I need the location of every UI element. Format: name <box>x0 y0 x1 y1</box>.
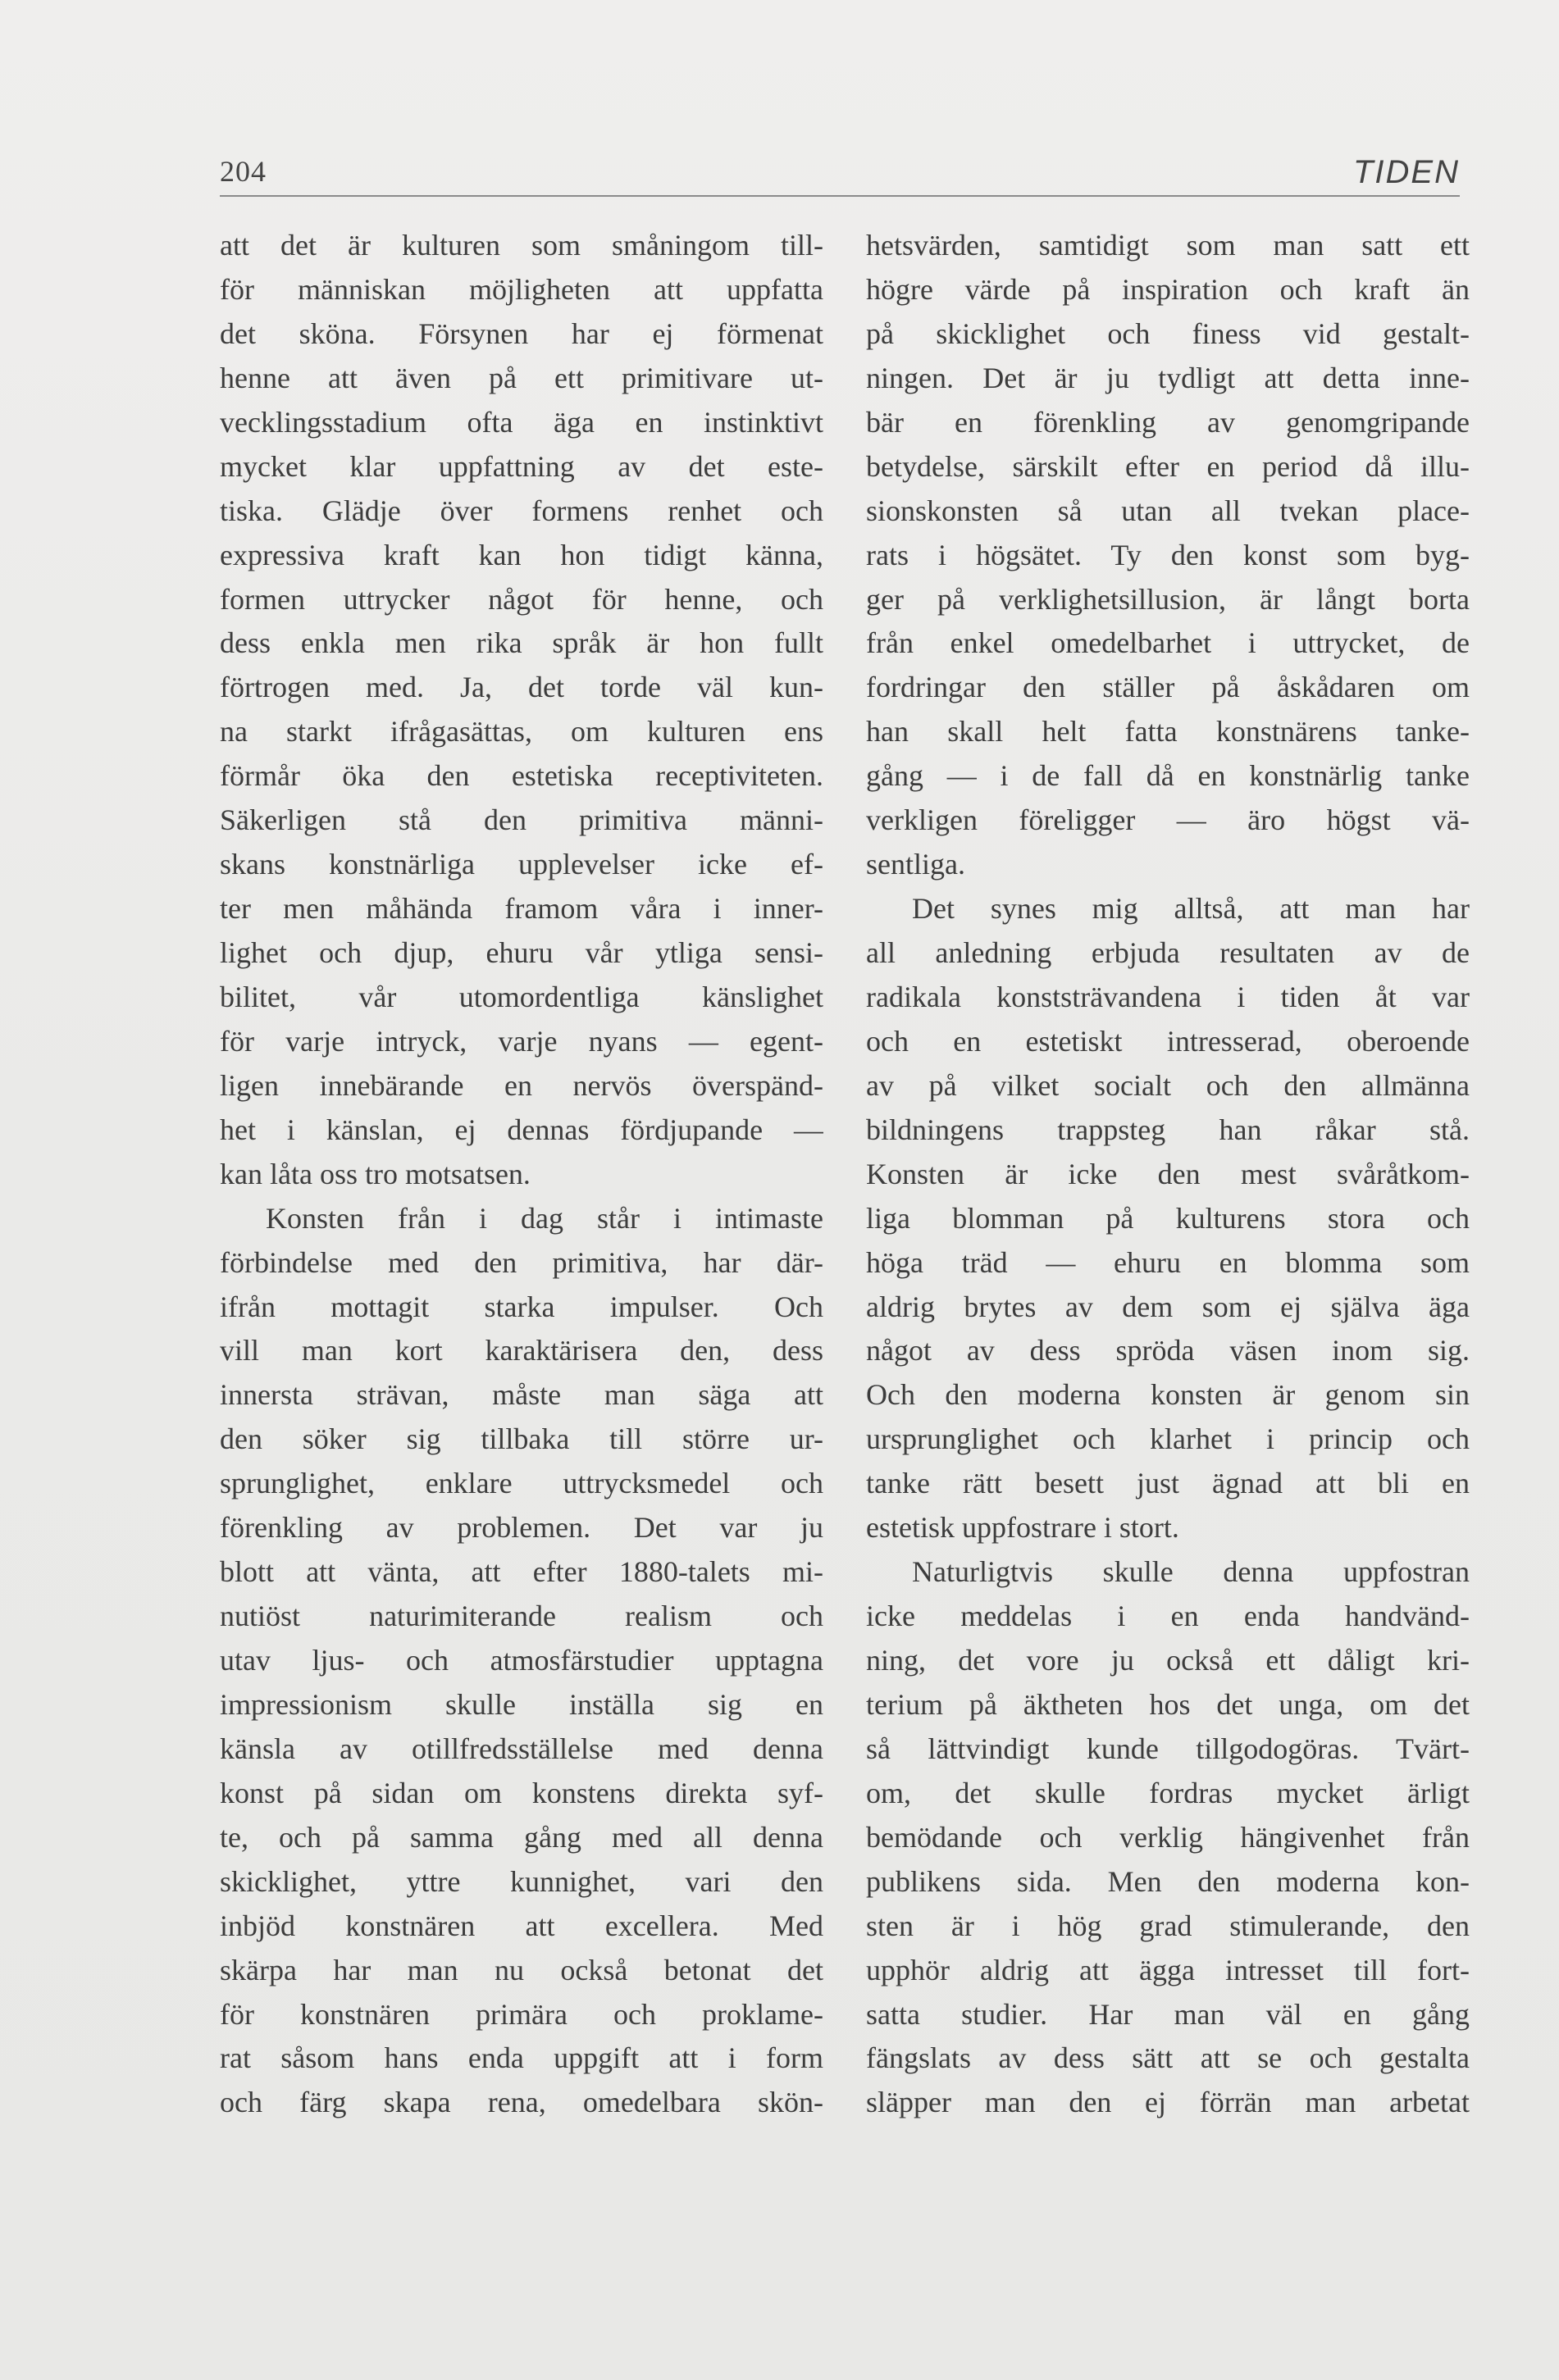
text-line: nutiöst naturimiterande realism och <box>220 1600 823 1633</box>
text-line: kan låta oss tro motsatsen. <box>220 1157 531 1190</box>
text-line: sprunglighet, enklare uttrycksmedel och <box>220 1467 823 1500</box>
text-line: höga träd — ehuru en blomma som <box>866 1245 1470 1279</box>
text-line: Konsten är icke den mest svåråtkom- <box>866 1157 1470 1190</box>
text-line: skicklighet, yttre kunnighet, vari den <box>220 1864 823 1898</box>
text-line: skärpa har man nu också betonat det <box>220 1953 823 1986</box>
text-line: släpper man den ej förrän man arbetat <box>866 2086 1470 2119</box>
text-line: konst på sidan om konstens direkta syf- <box>220 1776 823 1809</box>
text-line: Naturligtvis skulle denna uppfostran <box>912 1555 1470 1589</box>
text-line: sentliga. <box>866 848 965 881</box>
text-line: av på vilket socialt och den allmänna <box>866 1068 1470 1102</box>
text-line: ger på verklighetsillusion, är långt borta <box>866 582 1470 616</box>
text-line: bilitet, vår utomordentliga känslighet <box>220 980 823 1013</box>
text-line: mycket klar uppfattning av det este- <box>220 449 823 483</box>
text-line: bär en förenkling av genomgripande <box>866 405 1470 439</box>
text-line: aldrig brytes av dem som ej själva äga <box>866 1290 1470 1323</box>
text-line: ningen. Det är ju tydligt att detta inne- <box>866 361 1470 394</box>
text-line: fängslats av dess sätt att se och gestalta <box>866 2041 1470 2075</box>
text-line: liga blomman på kulturens stora och <box>866 1201 1470 1235</box>
text-line: inbjöd konstnären att excellera. Med <box>220 1909 823 1942</box>
text-line: tanke rätt besett just ägnad att bli en <box>866 1467 1470 1500</box>
text-line: på skicklighet och finess vid gestalt- <box>866 316 1470 350</box>
right-column <box>866 224 1470 2125</box>
text-line: för konstnären primära och proklame- <box>220 1997 823 2031</box>
text-line: Det synes mig alltså, att man har <box>912 892 1470 926</box>
text-line: vill man kort karaktärisera den, dess <box>220 1334 823 1367</box>
text-line: att det är kulturen som småningom till- <box>220 229 823 262</box>
text-line: het i känslan, ej dennas fördjupande — <box>220 1113 823 1146</box>
text-line: något av dess spröda väsen inom sig. <box>866 1334 1470 1367</box>
text-line: vecklingsstadium ofta äga en instinktivt <box>220 405 823 439</box>
text-line: lighet och djup, ehuru vår ytliga sensi- <box>220 936 823 969</box>
text-line: estetisk uppfostrare i stort. <box>866 1511 1179 1545</box>
text-line: ter men måhända framom våra i inner- <box>220 892 823 926</box>
text-line: den söker sig tillbaka till större ur- <box>220 1422 823 1456</box>
journal-title: TIDEN <box>1353 154 1460 190</box>
text-line: icke meddelas i en enda handvänd- <box>866 1600 1470 1633</box>
text-line: skans konstnärliga upplevelser icke ef- <box>220 848 823 881</box>
text-line: ning, det vore ju också ett dåligt kri- <box>866 1644 1470 1677</box>
text-line: terium på äktheten hos det unga, om det <box>866 1687 1470 1721</box>
text-line: han skall helt fatta konstnärens tanke- <box>866 715 1470 749</box>
text-line: bildningens trappsteg han råkar stå. <box>866 1113 1470 1146</box>
page-number: 204 <box>220 155 267 188</box>
text-line: för varje intryck, varje nyans — egent- <box>220 1024 823 1058</box>
text-line: känsla av otillfredsställelse med denna <box>220 1732 823 1765</box>
text-line: och färg skapa rena, omedelbara skön- <box>220 2086 823 2119</box>
text-line: för människan möjligheten att uppfatta <box>220 272 823 306</box>
text-line: om, det skulle fordras mycket ärligt <box>866 1776 1470 1809</box>
running-head <box>220 149 1460 197</box>
text-line: förbindelse med den primitiva, har där- <box>220 1245 823 1279</box>
text-line: blott att vänta, att efter 1880-talets mi- <box>220 1555 823 1589</box>
text-line: radikala konststrävandena i tiden åt var <box>866 980 1470 1013</box>
text-line: betydelse, särskilt efter en period då illu- <box>866 449 1470 483</box>
text-line: publikens sida. Men den moderna kon- <box>866 1864 1470 1898</box>
text-line: hetsvärden, samtidigt som man satt ett <box>866 229 1470 262</box>
text-line: gång — i de fall då en konstnärlig tanke <box>866 759 1470 793</box>
text-line: formen uttrycker något för henne, och <box>220 582 823 616</box>
text-line: ursprunglighet och klarhet i princip och <box>866 1422 1470 1456</box>
text-line: rat såsom hans enda uppgift att i form <box>220 2041 823 2075</box>
text-line: det sköna. Försynen har ej förmenat <box>220 316 823 350</box>
text-line: upphör aldrig att ägga intresset till fort- <box>866 1953 1470 1986</box>
text-line: från enkel omedelbarhet i uttrycket, de <box>866 626 1470 660</box>
text-line: satta studier. Har man väl en gång <box>866 1997 1470 2031</box>
text-line: verkligen föreligger — äro högst vä- <box>866 803 1470 837</box>
text-line: förenkling av problemen. Det var ju <box>220 1511 823 1545</box>
text-line: Konsten från i dag står i intimaste <box>266 1201 823 1235</box>
text-line: henne att även på ett primitivare ut- <box>220 361 823 394</box>
text-line: te, och på samma gång med all denna <box>220 1820 823 1854</box>
text-line: ifrån mottagit starka impulser. Och <box>220 1290 823 1323</box>
text-line: innersta strävan, måste man säga att <box>220 1378 823 1412</box>
text-line: sten är i hög grad stimulerande, den <box>866 1909 1470 1942</box>
text-line: bemödande och verklig hängivenhet från <box>866 1820 1470 1854</box>
left-column <box>220 224 823 2125</box>
text-line: och en estetiskt intresserad, oberoende <box>866 1024 1470 1058</box>
text-line: rats i högsätet. Ty den konst som byg- <box>866 538 1470 571</box>
text-line: förtrogen med. Ja, det torde väl kun- <box>220 671 823 704</box>
text-line: fordringar den ställer på åskådaren om <box>866 671 1470 704</box>
text-line: na starkt ifrågasättas, om kulturen ens <box>220 715 823 749</box>
text-line: sionskonsten så utan all tvekan place- <box>866 494 1470 527</box>
text-line: impressionism skulle inställa sig en <box>220 1687 823 1721</box>
text-line: dess enkla men rika språk är hon fullt <box>220 626 823 660</box>
text-line: tiska. Glädje över formens renhet och <box>220 494 823 527</box>
text-line: högre värde på inspiration och kraft än <box>866 272 1470 306</box>
text-line: ligen innebärande en nervös överspänd- <box>220 1068 823 1102</box>
text-line: all anledning erbjuda resultaten av de <box>866 936 1470 969</box>
text-line: Säkerligen stå den primitiva männi- <box>220 803 823 837</box>
text-line: expressiva kraft kan hon tidigt känna, <box>220 538 823 571</box>
text-line: så lättvindigt kunde tillgodogöras. Tvärt- <box>866 1732 1470 1765</box>
text-line: Och den moderna konsten är genom sin <box>866 1378 1470 1412</box>
text-line: utav ljus- och atmosfärstudier upptagna <box>220 1644 823 1677</box>
text-line: förmår öka den estetiska receptiviteten. <box>220 759 823 793</box>
